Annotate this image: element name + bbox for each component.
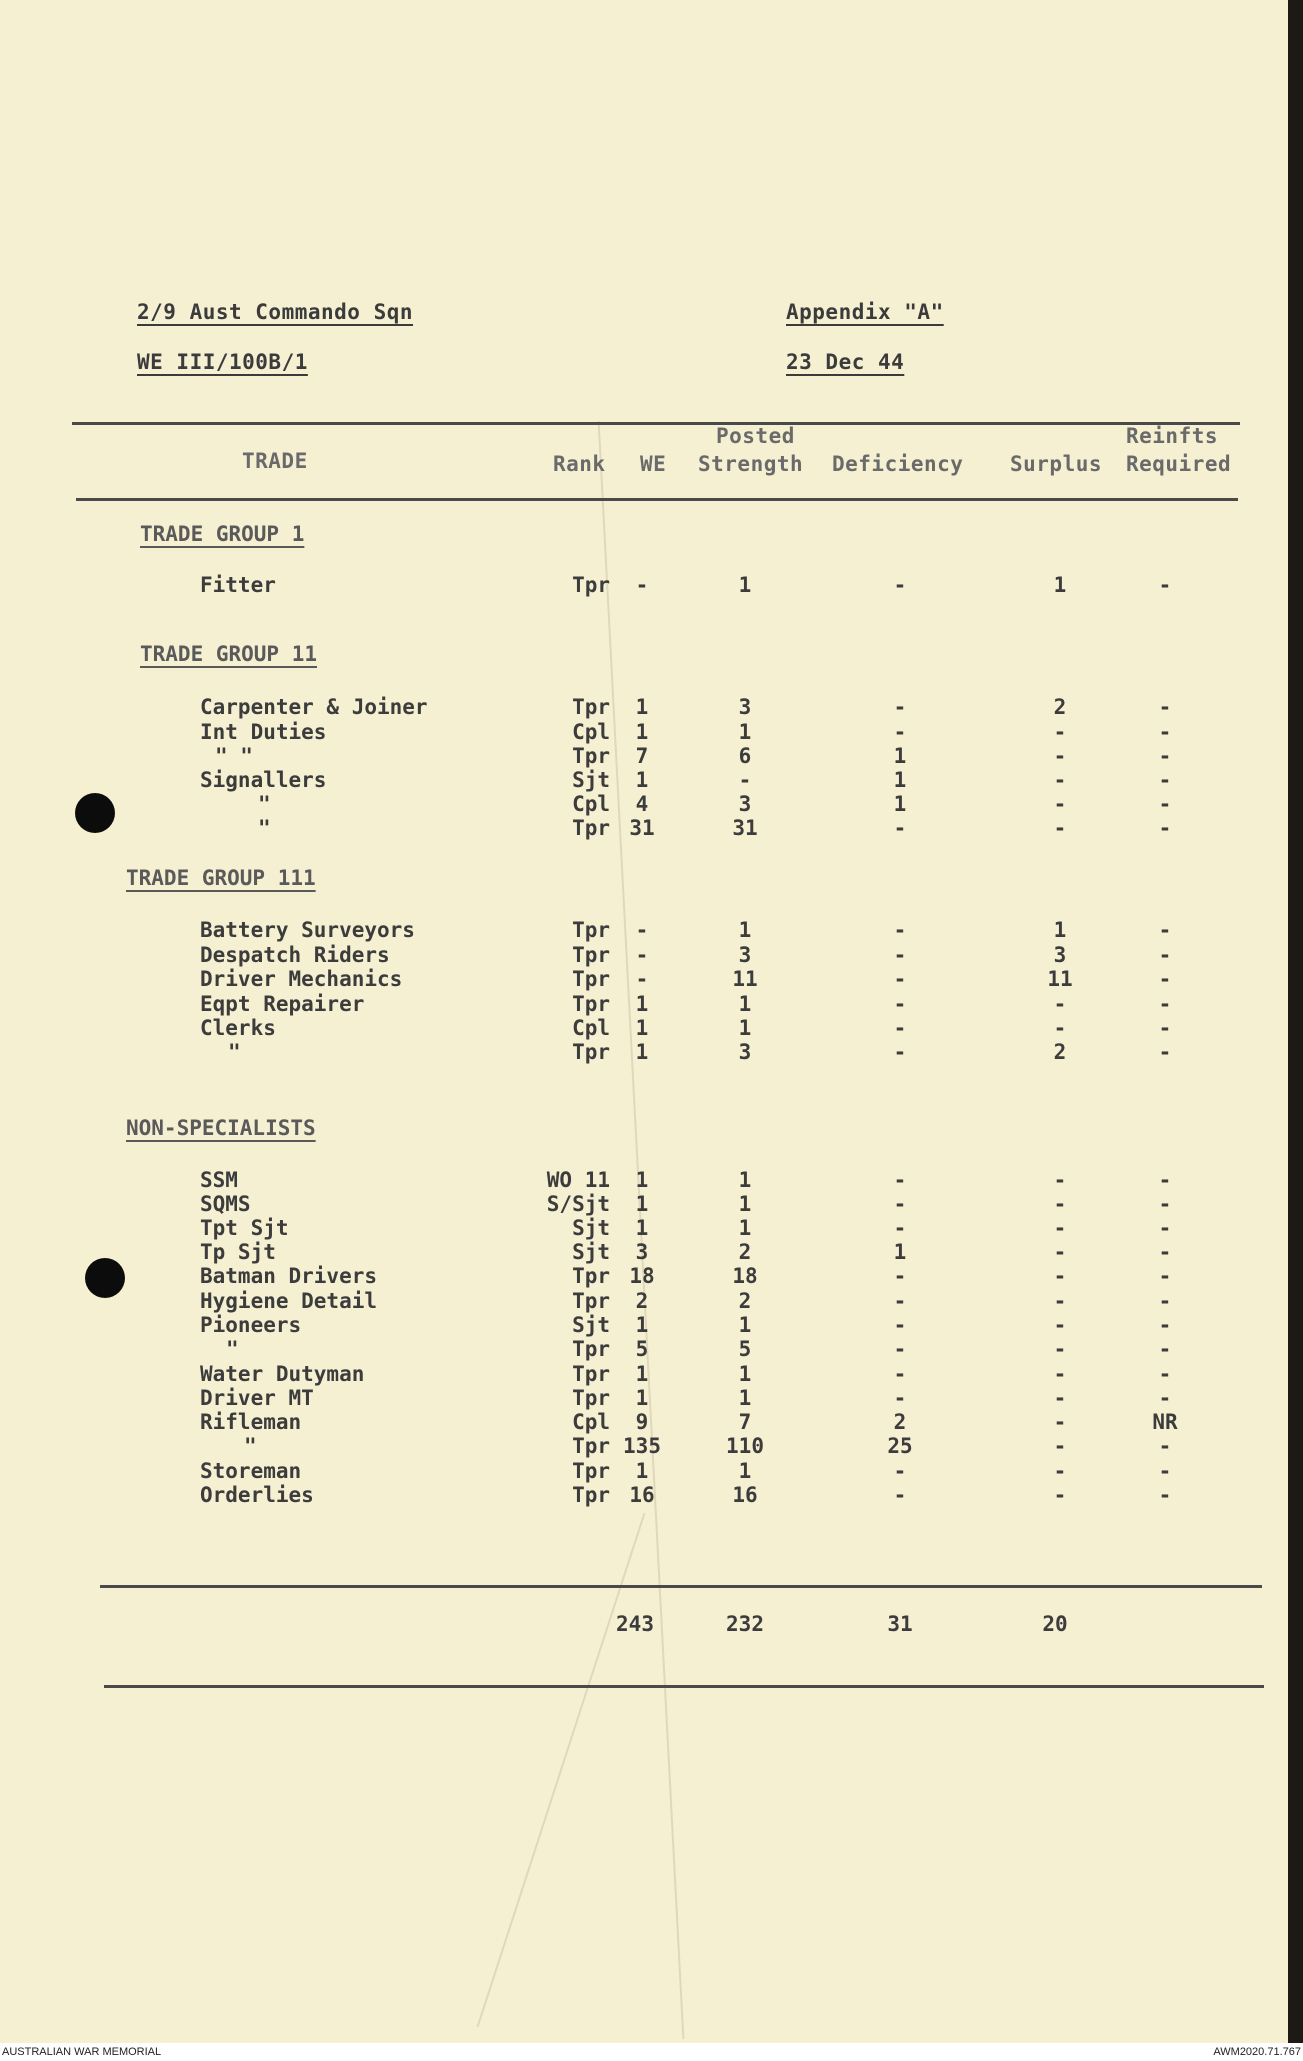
cell-deficiency: - (893, 695, 907, 719)
cell-trade: Hygiene Detail (200, 1289, 378, 1313)
cell-deficiency: - (893, 918, 907, 942)
table-row (0, 1386, 1288, 1411)
total-deficiency: 31 (887, 1612, 913, 1636)
table-row (0, 768, 1288, 793)
cell-trade: " (258, 816, 271, 840)
cell-surplus: 1 (1053, 573, 1067, 597)
table-row (0, 1337, 1288, 1362)
cell-trade: " (244, 1434, 257, 1458)
cell-surplus: - (1053, 1313, 1067, 1337)
cell-trade: Tpt Sjt (200, 1216, 289, 1240)
cell-rank: Cpl (572, 792, 610, 816)
cell-rank: Tpr (572, 1483, 610, 1507)
cell-surplus: 11 (1047, 967, 1073, 991)
cell-reinfts: - (1158, 816, 1172, 840)
cell-reinfts: - (1158, 695, 1172, 719)
cell-surplus: - (1053, 744, 1067, 768)
cell-we: 1 (635, 992, 649, 1016)
cell-we: 1 (635, 695, 649, 719)
cell-we: - (635, 573, 649, 597)
cell-trade: SQMS (200, 1192, 251, 1216)
cell-posted: 1 (738, 992, 752, 1016)
col-trade: TRADE (242, 449, 308, 473)
cell-deficiency: - (893, 1386, 907, 1410)
cell-reinfts: - (1158, 918, 1172, 942)
cell-posted: 31 (732, 816, 758, 840)
cell-surplus: 2 (1053, 1040, 1067, 1064)
cell-deficiency: - (893, 992, 907, 1016)
cell-posted: 3 (738, 943, 752, 967)
cell-reinfts: - (1158, 720, 1172, 744)
cell-deficiency: - (893, 816, 907, 840)
cell-rank: Tpr (572, 1289, 610, 1313)
cell-reinfts: - (1158, 744, 1172, 768)
cell-reinfts: - (1158, 1386, 1172, 1410)
cell-trade: Storeman (200, 1459, 302, 1483)
cell-posted: 1 (738, 1459, 752, 1483)
cell-surplus: - (1053, 1016, 1067, 1040)
cell-posted: 1 (738, 573, 752, 597)
cell-reinfts: - (1158, 943, 1172, 967)
cell-reinfts: - (1158, 1040, 1172, 1064)
cell-posted: 1 (738, 1386, 752, 1410)
cell-trade: Water Dutyman (200, 1362, 365, 1386)
page-edge-shadow (1288, 0, 1303, 2043)
cell-we: - (635, 918, 649, 942)
cell-posted: 1 (738, 720, 752, 744)
cell-surplus: - (1053, 1289, 1067, 1313)
cell-we: 1 (635, 1168, 649, 1192)
cell-reinfts: - (1158, 1313, 1172, 1337)
col-reinfts-2: Required (1126, 452, 1232, 476)
cell-we: - (635, 943, 649, 967)
cell-deficiency: - (893, 573, 907, 597)
cell-surplus: - (1053, 816, 1067, 840)
cell-reinfts: NR (1152, 1410, 1178, 1434)
cell-surplus: - (1053, 1264, 1067, 1288)
cell-rank: Tpr (572, 1386, 610, 1410)
cell-deficiency: - (893, 1040, 907, 1064)
cell-posted: 3 (738, 695, 752, 719)
cell-rank: Cpl (572, 1016, 610, 1040)
cell-we: 1 (635, 1040, 649, 1064)
cell-posted: 1 (738, 1362, 752, 1386)
cell-reinfts: - (1158, 1240, 1172, 1264)
cell-posted: 1 (738, 1313, 752, 1337)
cell-surplus: - (1053, 768, 1067, 792)
cell-trade: " (258, 792, 271, 816)
table-row (0, 695, 1288, 720)
cell-deficiency: 2 (893, 1410, 907, 1434)
table-row (0, 1192, 1288, 1217)
cell-reinfts: - (1158, 1216, 1172, 1240)
cell-surplus: 2 (1053, 695, 1067, 719)
unit-title: 2/9 Aust Commando Sqn (137, 300, 414, 324)
cell-reinfts: - (1158, 573, 1172, 597)
cell-rank: Sjt (572, 1240, 610, 1264)
header-top-rule (72, 422, 1240, 425)
cell-surplus: - (1053, 1362, 1067, 1386)
cell-surplus: - (1053, 792, 1067, 816)
totals-bottom-rule (104, 1685, 1264, 1688)
cell-rank: Tpr (572, 1264, 610, 1288)
cell-surplus: - (1053, 1483, 1067, 1507)
table-row (0, 1216, 1288, 1241)
cell-we: 1 (635, 1313, 649, 1337)
totals-top-rule (100, 1585, 1262, 1588)
table-row (0, 918, 1288, 943)
footer-archive-name: AUSTRALIAN WAR MEMORIAL (2, 2046, 162, 2058)
col-reinfts-1: Reinfts (1126, 424, 1219, 448)
cell-deficiency: - (893, 1362, 907, 1386)
cell-rank: Tpr (572, 1434, 610, 1458)
table-row (0, 1168, 1288, 1193)
cell-surplus: - (1053, 1168, 1067, 1192)
cell-posted: 2 (738, 1289, 752, 1313)
cell-deficiency: - (893, 1168, 907, 1192)
cell-we: 16 (629, 1483, 655, 1507)
cell-surplus: 3 (1053, 943, 1067, 967)
cell-reinfts: - (1158, 967, 1172, 991)
table-row (0, 1264, 1288, 1289)
cell-we: 5 (635, 1337, 649, 1361)
cell-rank: Sjt (572, 1313, 610, 1337)
cell-rank: Tpr (572, 992, 610, 1016)
cell-deficiency: - (893, 1192, 907, 1216)
col-we: WE (640, 452, 667, 476)
cell-trade: " " (215, 744, 253, 768)
cell-deficiency: - (893, 967, 907, 991)
cell-we: 135 (623, 1434, 661, 1458)
cell-rank: Tpr (572, 918, 610, 942)
cell-trade: Pioneers (200, 1313, 302, 1337)
cell-trade: Rifleman (200, 1410, 302, 1434)
cell-trade: Fitter (200, 573, 276, 597)
cell-rank: S/Sjt (546, 1192, 610, 1216)
cell-deficiency: - (893, 1216, 907, 1240)
cell-trade: Battery Surveyors (200, 918, 415, 942)
cell-deficiency: - (893, 1313, 907, 1337)
table-row (0, 792, 1288, 817)
cell-posted: 1 (738, 1016, 752, 1040)
group-title-11: TRADE GROUP 11 (140, 642, 318, 666)
cell-rank: Tpr (572, 1040, 610, 1064)
cell-trade: Driver MT (200, 1386, 314, 1410)
group-title-non-specialists: NON-SPECIALISTS (126, 1116, 316, 1140)
establishment-ref: WE III/100B/1 (137, 350, 308, 374)
cell-we: 31 (629, 816, 655, 840)
cell-surplus: - (1053, 992, 1067, 1016)
cell-surplus: - (1053, 720, 1067, 744)
cell-trade: Int Duties (200, 720, 327, 744)
cell-deficiency: - (893, 1483, 907, 1507)
cell-we: 4 (635, 792, 649, 816)
cell-posted: 5 (738, 1337, 752, 1361)
table-row (0, 1289, 1288, 1314)
table-row (0, 744, 1288, 769)
cell-trade: Clerks (200, 1016, 276, 1040)
cell-we: 1 (635, 1192, 649, 1216)
cell-surplus: - (1053, 1216, 1067, 1240)
group-title-111: TRADE GROUP 111 (126, 866, 316, 890)
cell-reinfts: - (1158, 1459, 1172, 1483)
col-surplus: Surplus (1010, 452, 1103, 476)
cell-we: 9 (635, 1410, 649, 1434)
cell-trade: Tp Sjt (200, 1240, 276, 1264)
col-posted-2: Strength (698, 452, 804, 476)
cell-reinfts: - (1158, 1434, 1172, 1458)
cell-deficiency: 1 (893, 744, 907, 768)
total-surplus: 20 (1042, 1612, 1068, 1636)
col-rank: Rank (553, 452, 606, 476)
cell-posted: 7 (738, 1410, 752, 1434)
cell-deficiency: - (893, 1264, 907, 1288)
cell-surplus: - (1053, 1459, 1067, 1483)
table-row (0, 1434, 1288, 1459)
cell-posted: 1 (738, 918, 752, 942)
header-bottom-rule (76, 498, 1238, 501)
cell-posted: 110 (726, 1434, 764, 1458)
cell-we: - (635, 967, 649, 991)
paper-crease (477, 1513, 646, 2027)
cell-rank: WO 11 (546, 1168, 610, 1192)
cell-trade: Orderlies (200, 1483, 314, 1507)
cell-deficiency: 1 (893, 768, 907, 792)
cell-rank: Tpr (572, 1337, 610, 1361)
cell-rank: Tpr (572, 744, 610, 768)
footer-accession-number: AWM2020.71.767 (1213, 2046, 1301, 2058)
total-we: 243 (616, 1612, 654, 1636)
cell-we: 1 (635, 1216, 649, 1240)
cell-we: 3 (635, 1240, 649, 1264)
cell-we: 1 (635, 1016, 649, 1040)
cell-posted: 1 (738, 1192, 752, 1216)
cell-reinfts: - (1158, 992, 1172, 1016)
cell-rank: Tpr (572, 1362, 610, 1386)
cell-trade: Driver Mechanics (200, 967, 403, 991)
cell-deficiency: 1 (893, 792, 907, 816)
cell-posted: 3 (738, 792, 752, 816)
cell-rank: Tpr (572, 943, 610, 967)
cell-surplus: - (1053, 1240, 1067, 1264)
table-row (0, 1313, 1288, 1338)
cell-surplus: - (1053, 1434, 1067, 1458)
cell-reinfts: - (1158, 1483, 1172, 1507)
cell-surplus: 1 (1053, 918, 1067, 942)
cell-reinfts: - (1158, 1192, 1172, 1216)
cell-rank: Sjt (572, 1216, 610, 1240)
cell-trade: Eqpt Repairer (200, 992, 365, 1016)
cell-trade: Despatch Riders (200, 943, 390, 967)
cell-posted: 3 (738, 1040, 752, 1064)
cell-trade: SSM (200, 1168, 238, 1192)
table-row (0, 1040, 1288, 1065)
cell-posted: 18 (732, 1264, 758, 1288)
cell-surplus: - (1053, 1386, 1067, 1410)
cell-we: 1 (635, 1386, 649, 1410)
cell-posted: 1 (738, 1216, 752, 1240)
cell-we: 1 (635, 1362, 649, 1386)
totals-row (0, 1612, 1288, 1637)
cell-trade: Batman Drivers (200, 1264, 378, 1288)
cell-reinfts: - (1158, 1289, 1172, 1313)
cell-deficiency: - (893, 943, 907, 967)
cell-we: 2 (635, 1289, 649, 1313)
table-row (0, 1459, 1288, 1484)
cell-trade: Carpenter & Joiner (200, 695, 428, 719)
table-row (0, 992, 1288, 1017)
cell-rank: Sjt (572, 768, 610, 792)
cell-rank: Tpr (572, 816, 610, 840)
cell-reinfts: - (1158, 1168, 1172, 1192)
col-posted-1: Posted (716, 424, 795, 448)
archive-footer (0, 2043, 1303, 2061)
cell-reinfts: - (1158, 768, 1172, 792)
cell-posted: - (738, 768, 752, 792)
cell-we: 7 (635, 744, 649, 768)
cell-reinfts: - (1158, 1264, 1172, 1288)
cell-surplus: - (1053, 1192, 1067, 1216)
cell-reinfts: - (1158, 792, 1172, 816)
cell-posted: 2 (738, 1240, 752, 1264)
cell-deficiency: 1 (893, 1240, 907, 1264)
cell-reinfts: - (1158, 1016, 1172, 1040)
cell-posted: 1 (738, 1168, 752, 1192)
cell-trade: " (226, 1337, 239, 1361)
table-row (0, 1410, 1288, 1435)
cell-we: 18 (629, 1264, 655, 1288)
table-row (0, 720, 1288, 745)
table-row (0, 573, 1288, 598)
cell-deficiency: - (893, 1337, 907, 1361)
cell-deficiency: 25 (887, 1434, 913, 1458)
cell-rank: Tpr (572, 1459, 610, 1483)
table-row (0, 1483, 1288, 1508)
group-title-1: TRADE GROUP 1 (140, 522, 305, 546)
col-deficiency: Deficiency (832, 452, 964, 476)
cell-trade: Signallers (200, 768, 327, 792)
cell-we: 1 (635, 720, 649, 744)
cell-reinfts: - (1158, 1337, 1172, 1361)
cell-rank: Cpl (572, 720, 610, 744)
cell-rank: Tpr (572, 695, 610, 719)
table-row (0, 1016, 1288, 1041)
table-row (0, 1240, 1288, 1265)
table-row (0, 816, 1288, 841)
cell-rank: Tpr (572, 573, 610, 597)
cell-deficiency: - (893, 1289, 907, 1313)
cell-deficiency: - (893, 720, 907, 744)
table-row (0, 1362, 1288, 1387)
table-row (0, 943, 1288, 968)
cell-trade: " (228, 1040, 241, 1064)
appendix-label: Appendix "A" (786, 300, 944, 324)
cell-posted: 16 (732, 1483, 758, 1507)
cell-we: 1 (635, 1459, 649, 1483)
table-row (0, 967, 1288, 992)
cell-deficiency: - (893, 1016, 907, 1040)
total-posted: 232 (726, 1612, 764, 1636)
cell-rank: Cpl (572, 1410, 610, 1434)
cell-we: 1 (635, 768, 649, 792)
cell-rank: Tpr (572, 967, 610, 991)
cell-surplus: - (1053, 1337, 1067, 1361)
document-date: 23 Dec 44 (786, 350, 905, 374)
cell-reinfts: - (1158, 1362, 1172, 1386)
cell-deficiency: - (893, 1459, 907, 1483)
cell-surplus: - (1053, 1410, 1067, 1434)
cell-posted: 6 (738, 744, 752, 768)
cell-posted: 11 (732, 967, 758, 991)
